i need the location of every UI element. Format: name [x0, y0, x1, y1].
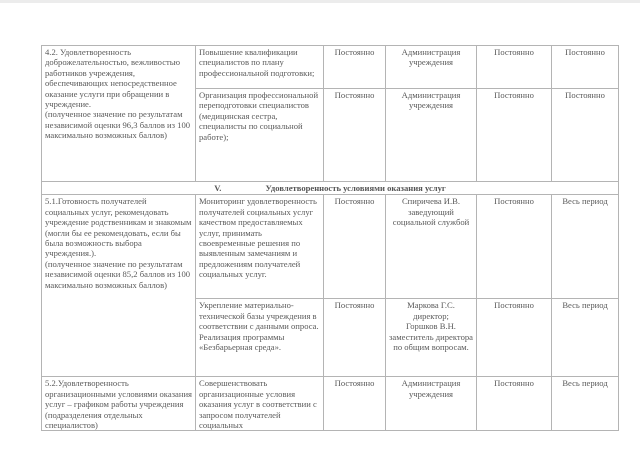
deadline-cell: Постоянно: [324, 195, 386, 299]
responsible-cell: Маркова Г.С. директор; Горшков В.Н. заместитель директора по общим вопросам.: [386, 299, 477, 377]
period-cell: Постоянно: [552, 46, 619, 89]
measure-cell: Организация профессиональной переподготовки специалистов (медицинская сестра, специалисты по социальной работе);: [196, 89, 324, 182]
measure-cell: Мониторинг удовлетворенность получателей социальных услуг качеством предоставляемых услуг, принимать своевременные решения по выявленным замечаниям и предложениям получателей социальных услуг.: [196, 195, 324, 299]
measure-cell: Повышение квалификации специалистов по плану профессиональной подготовки;: [196, 46, 324, 89]
deadline-cell: Постоянно: [324, 89, 386, 182]
indicator-cell-5-1: 5.1.Готовность получателей социальных услуг, рекомендовать учреждение родственникам и знакомым (могли бы ее рекомендовать, если бы была возможность выбора учреждения.). (полученное значение по результатам независимой оценки 85,2 баллов из 100 максимально возможных баллов): [42, 195, 196, 377]
section-heading: [42, 182, 619, 195]
deadline-cell: Постоянно: [324, 377, 386, 431]
indicator-cell-4-2: 4.2. Удовлетворенность доброжелательностью, вежливостью работников учреждения, обеспечивающих непосредственное оказание услуги при обращении в учреждение. (полученное значение по результатам независимой оценки 96,3 баллов из 100 максимально возможных баллов): [42, 46, 196, 182]
result-cell: Постоянно: [477, 195, 552, 299]
period-cell: Весь период: [552, 299, 619, 377]
table-row-4-2a: [42, 46, 619, 89]
period-cell: Весь период: [552, 195, 619, 299]
action-plan-table: [41, 45, 619, 431]
result-cell: Постоянно: [477, 89, 552, 182]
responsible-cell: Администрация учреждения: [386, 89, 477, 182]
section-number: V.: [214, 183, 222, 193]
scan-top-edge: [0, 0, 640, 3]
result-cell: Постоянно: [477, 46, 552, 89]
table-row-5-2: [42, 377, 619, 431]
measure-cell: Укрепление материально-технической базы учреждения в соответствии с данными опроса. Реализация программы «Безбарьерная среда».: [196, 299, 324, 377]
section-title: Удовлетворенность условиями оказания услуг: [265, 183, 446, 193]
responsible-cell: Администрация учреждения: [386, 46, 477, 89]
table-row-5-1a: [42, 195, 619, 299]
measure-cell: Совершенствовать организационные условия оказания услуг в соответствии с запросом получателей социальных: [196, 377, 324, 431]
period-cell: Постоянно: [552, 89, 619, 182]
section-header-row: [42, 182, 619, 195]
result-cell: Постоянно: [477, 299, 552, 377]
period-cell: Весь период: [552, 377, 619, 431]
deadline-cell: Постоянно: [324, 46, 386, 89]
responsible-cell: Администрация учреждения: [386, 377, 477, 431]
deadline-cell: Постоянно: [324, 299, 386, 377]
indicator-cell-5-2: 5.2.Удовлетворенность организационными условиями оказания услуг – графиком работы учреждения (подразделения отдельных специалистов): [42, 377, 196, 431]
result-cell: Постоянно: [477, 377, 552, 431]
responsible-cell: Спиричева И.В. заведующий социальной службой: [386, 195, 477, 299]
